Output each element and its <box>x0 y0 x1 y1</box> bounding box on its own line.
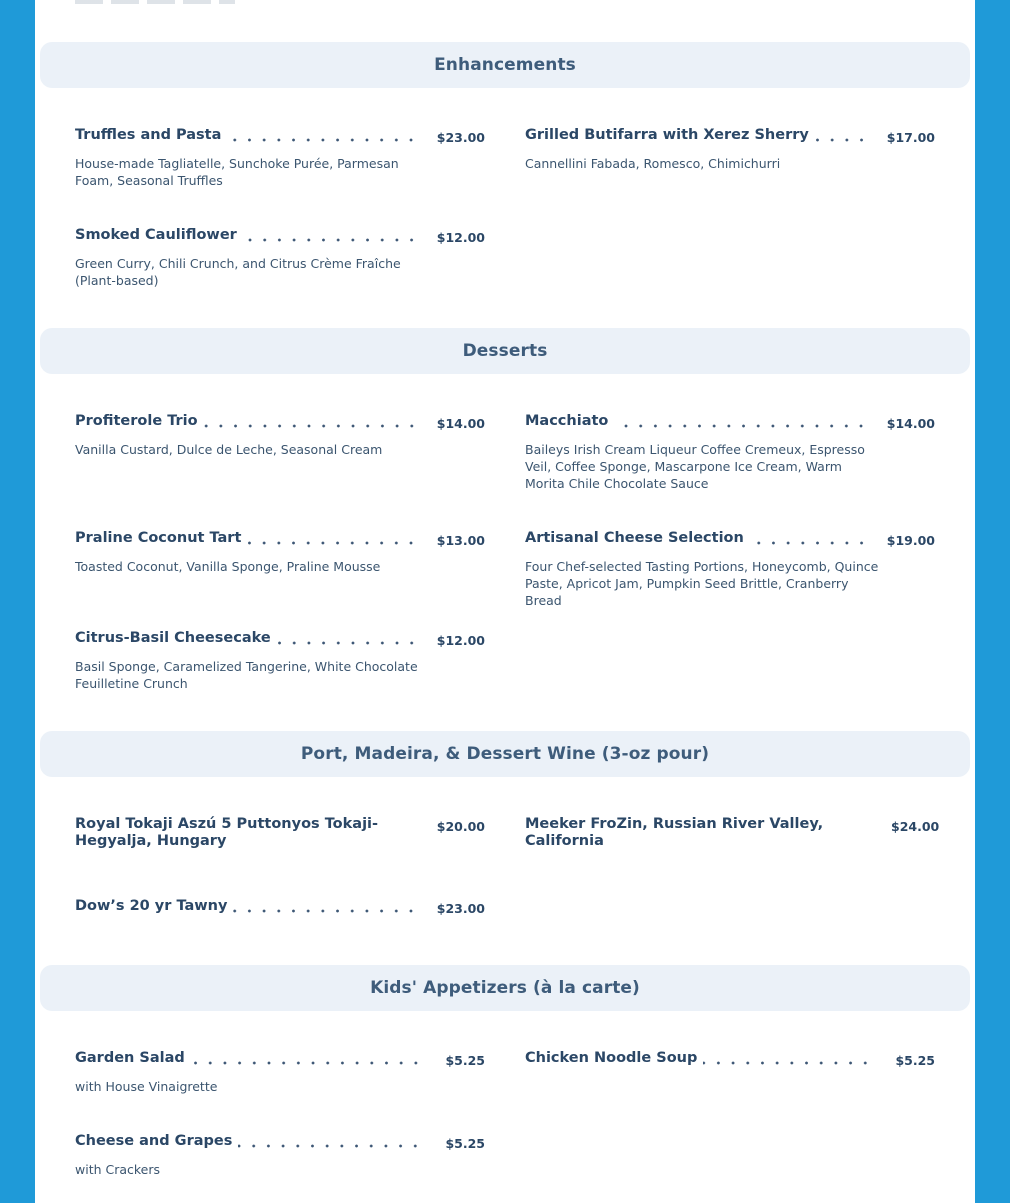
dot-leader <box>703 1050 873 1067</box>
item-name: Meeker FroZin, Russian River Valley, California <box>525 816 824 849</box>
dot-leader <box>191 1050 423 1067</box>
dot-leader <box>614 413 868 430</box>
section-title: Kids' Appetizers (à la carte) <box>40 965 970 1011</box>
item-description: Cannellini Fabada, Romesco, Chimichurri <box>525 156 781 171</box>
item-description: Vanilla Custard, Dulce de Leche, Seasonal Cream <box>75 442 383 457</box>
item-price: $5.25 <box>445 1136 485 1151</box>
item-price: $23.00 <box>436 130 485 145</box>
dot-leader <box>247 530 418 547</box>
section-title: Enhancements <box>40 42 970 88</box>
item-description: Green Curry, Chili Crunch, and Citrus Crème Fraîche (Plant-based) <box>75 256 401 288</box>
cut-off-text <box>75 0 235 4</box>
item-price: $17.00 <box>886 130 935 145</box>
dot-leader <box>750 530 869 547</box>
item-price: $14.00 <box>886 416 935 431</box>
item-name: Macchiato <box>525 413 609 429</box>
menu-item <box>75 413 485 458</box>
item-name: Dow’s 20 yr Tawny <box>75 898 228 914</box>
menu-item <box>525 127 935 172</box>
menu-item <box>75 630 485 692</box>
item-name: Citrus-Basil Cheesecake <box>75 630 271 646</box>
menu-item <box>75 227 485 289</box>
dot-leader <box>238 1133 423 1150</box>
item-name: Profiterole Trio <box>75 413 198 429</box>
menu-item <box>75 127 485 189</box>
item-description: with Crackers <box>75 1162 161 1177</box>
item-description: House-made Tagliatelle, Sunchoke Purée, Parmesan Foam, Seasonal Truffles <box>75 156 399 188</box>
dot-leader <box>815 127 869 144</box>
menu-item <box>75 816 485 850</box>
item-name: Truffles and Pasta <box>75 127 222 143</box>
section-kids-appetizers <box>40 965 970 1011</box>
dot-leader <box>243 227 419 244</box>
item-name: Smoked Cauliflower <box>75 227 237 243</box>
menu-item <box>525 530 935 609</box>
section-title: Desserts <box>40 328 970 374</box>
section-enhancements <box>40 42 970 88</box>
item-price: $5.25 <box>445 1053 485 1068</box>
item-price: $12.00 <box>436 230 485 245</box>
dot-leader <box>233 898 418 915</box>
item-price: $5.25 <box>895 1053 935 1068</box>
menu-item <box>525 1050 935 1069</box>
item-description: Toasted Coconut, Vanilla Sponge, Praline Mousse <box>75 559 381 574</box>
menu-item <box>75 1133 485 1178</box>
section-desserts <box>40 328 970 374</box>
item-description: Baileys Irish Cream Liqueur Coffee Cremeux, Espresso Veil, Coffee Sponge, Mascarpone Ice Cream, Warm Morita Chile Chocolate Sauce <box>525 442 865 491</box>
dot-leader <box>204 413 419 430</box>
menu-item <box>75 530 485 575</box>
item-name: Garden Salad <box>75 1050 185 1066</box>
item-name: Praline Coconut Tart <box>75 530 242 546</box>
item-price: $20.00 <box>436 819 485 834</box>
item-price: $12.00 <box>436 633 485 648</box>
item-description: Basil Sponge, Caramelized Tangerine, White Chocolate Feuilletine Crunch <box>75 659 418 691</box>
item-price: $24.00 <box>891 819 940 834</box>
menu-item <box>525 816 940 850</box>
item-price: $19.00 <box>886 533 935 548</box>
item-price: $13.00 <box>436 533 485 548</box>
item-price: $14.00 <box>436 416 485 431</box>
item-name: Chicken Noodle Soup <box>525 1050 698 1066</box>
menu-item <box>75 898 485 917</box>
item-name: Royal Tokaji Aszú 5 Puttonyos Tokaji-Hegyalja, Hungary <box>75 816 379 849</box>
dot-leader <box>277 630 419 647</box>
section-title: Port, Madeira, & Dessert Wine (3-oz pour) <box>40 731 970 777</box>
item-description: with House Vinaigrette <box>75 1079 218 1094</box>
item-price: $23.00 <box>436 901 485 916</box>
item-description: Four Chef-selected Tasting Portions, Honeycomb, Quince Paste, Apricot Jam, Pumpkin Seed Brittle, Cranberry Bread <box>525 559 879 608</box>
item-name: Cheese and Grapes <box>75 1133 233 1149</box>
item-name: Artisanal Cheese Selection <box>525 530 744 546</box>
section-dessert-wine <box>40 731 970 777</box>
menu-item <box>75 1050 485 1095</box>
menu-item <box>525 413 935 492</box>
menu-page <box>35 0 975 1203</box>
item-name: Grilled Butifarra with Xerez Sherry <box>525 127 809 143</box>
dot-leader <box>227 127 418 144</box>
